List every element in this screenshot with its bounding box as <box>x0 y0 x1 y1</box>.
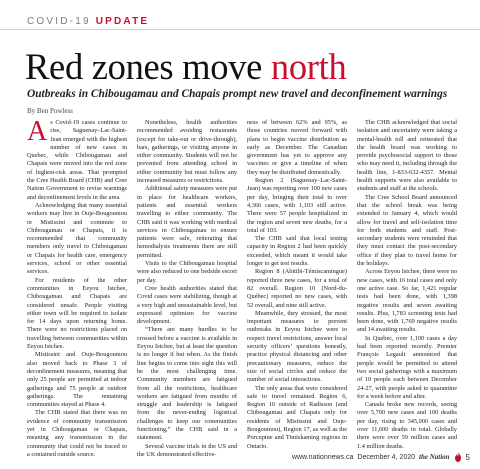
drop-cap: A <box>27 116 48 147</box>
section-kicker <box>27 16 149 27</box>
paragraph: Nonetheless, health authorities recommended avoiding restaurants (except for take-out or drive-through), bars, gatherings, or visiting anyone in either community. Students will not be prevented from attending school in either community but must follow any increased measures or restrictions. <box>137 119 237 185</box>
paragraph: Across Eeyou Istchee, there were no new cases, with 16 total cases and only one active case. So far, 1,421 regular tests had been done, with 1,398 negative results and seven awaiting results. Plus, 1,783 screening tests had been done, with 1,769 negative results and 14 awaiting results. <box>357 268 457 334</box>
paragraph: The CHB acknowledged that social isolation and uncertainty were taking a mental-health toll and reiterated that the health board was working to provide psychosocial support to those who may need it, including through the health line, 1-833-632-4357. Mental health supports were also available to students and staff at the schools. <box>357 119 457 193</box>
paragraph <box>27 116 127 202</box>
paragraph: Additional safety measures were put in place for healthcare workers, patients and essential workers travelling to either community. The CHB said it was working with medical services in Chibougamau to ensure patients were safe, reiterating that hemodialysis treatments there are still permitted. <box>137 185 237 259</box>
column-3 <box>247 119 348 450</box>
paragraph: Mistissini and Ouje-Bougoumou also moved back to Phase 3 of deconfinement measures, meaning that only 25 people are permitted at indoor gatherings and 75 people at outdoor gatherings. The remaining communities stayed at Phase 4. <box>27 351 127 409</box>
paragraph: Meanwhile, they stressed, the most important measures to prevent outbreaks in Eeyou Istchee were to respect travel restrictions, answer local security officers’ questions honestly, practice physical distancing and other precautionary measures, reduce the size of social circles and reduce the number of social interactions. <box>247 309 347 384</box>
paragraph: Acknowledging that many essential workers may live in Ouje-Bougoumou or Mistissini and commute to Chibougamau or Chapais, it is recommended that community members only travel to Chibougamau or Chapais for health care, emergency services, school or other essential services. <box>27 201 127 276</box>
paragraph: The CHB stated that there was no evidence of community transmission yet in Chibougamau or Chapais, meaning any transmission in the community that could not be traced to a contained outside source. <box>27 409 127 458</box>
paragraph: Visits to the Chibougamau hospital were also reduced to one bedside escort per day. <box>137 260 238 284</box>
paragraph: In Quebec, over 1,100 cases a day had been reported recently. Premier François Legault announced that people would be permitted to attend two social gatherings with a maximum of 10 people each between December 24-27, with people asked to quarantine for a week before and after. <box>357 334 457 400</box>
page-footer <box>292 452 470 462</box>
paragraph: The Cree School Board announced that the school break was being extended to January 4, which would allow for travel and self-isolation time for both students and staff. Post-secondary students were reminded that they must contact the post-secondary office if they plan to travel home for the holidays. <box>357 193 457 268</box>
section-label: COVID-19 <box>27 16 91 27</box>
paragraph-text: s Covid-19 cases continue to rise, Saguenay–Lac-Saint-Jean emerged with the highest number of new cases in Quebec, while Chibougamau and Chapais were moved into the red zone of highest-risk areas. That prompted the Cree Health Board (CHB) and Cree Nation Government to revise warnings and deconfinement levels in the area. <box>27 119 127 201</box>
column-1 <box>27 116 127 458</box>
headline-main: Red zones move <box>25 46 271 87</box>
paragraph: Region 8 (Abitibi-Témiscamingue) reported three new cases, for a total of 82 overall. Region 10 (Nord-du-Québec) reported no new cases, with 52 overall, and nine still active. <box>247 268 347 309</box>
publication-brand: the Nation <box>419 453 450 461</box>
paragraph: “There are many hurdles to be crossed before a vaccine is available in Eeyou Istchee, but at least the question is no longer if but when. As the finish line begins to come into sight this will be the most challenging time. Community members are fatigued from all the restrictions, healthcare workers are fatigued from months of struggle and leadership is fatigued from the never-ending logistical challenges to keep our communities functioning,” the CHB said in a statement. <box>137 326 237 442</box>
paragraph: The only areas that were considered safe to travel remained Region 6, Region 10 outside of Radisson (and Chibougamau and Chapais only for residents of Mistissini and Ouje-Bougoumou), Region 17, as well as the Porcupine and Timiskaming regions in Ontario. <box>247 384 347 450</box>
column-2 <box>137 119 238 458</box>
paragraph: Cree health authorities stated that Covid cases were stabilizing, though at a very high and unsustainable level, but expressed optimism for vaccine development. <box>137 284 237 326</box>
flame-icon <box>454 452 462 462</box>
paragraph: For residents of the other communities in Eeyou Istchee, Chibougamau and Chapais are considered unsafe. People visiting either town will be required to isolate for 14 days upon returning home. There were no restrictions placed on travelling between communities within Eeyou Istchee. <box>27 276 127 351</box>
section-header <box>27 11 467 25</box>
paragraph: ness of between 62% and 95%, as those countries moved forward with plans to begin vaccine distribution as early as December. The Canadian government has yet to approve any vaccines or give a timeline of when they may be distributed domestically. <box>247 119 347 176</box>
paragraph: Canada broke new records, seeing over 5,700 new cases and 100 deaths per day, rising to 345,000 cases and over 11,600 deaths in total. Globally there were over 59 million cases and 1.4 million deaths. <box>357 401 457 450</box>
header-rule <box>0 29 480 30</box>
website-link[interactable]: www.nationnews.ca <box>291 453 354 461</box>
byline: By Ben Powless <box>27 107 73 115</box>
column-4 <box>357 119 457 450</box>
paragraph: Several vaccine trials in the US and the UK demonstrated effective- <box>137 442 237 458</box>
page-number: 5 <box>465 452 470 462</box>
headline-accent: north <box>270 46 347 87</box>
headline <box>25 47 465 87</box>
paragraph: The CHB said that local testing capacity in Region 2 had been quickly exceeded, which meant it would take longer to get test results. <box>247 235 347 268</box>
paragraph: Region 2 (Saguenay–Lac-Saint-Jean) was reporting over 100 new cases per day, bringing their total to over 4,366 cases, with 1,103 still active. There were 57 people hospitalized in the region and seven new deaths, for a total of 103. <box>247 177 348 234</box>
subheadline: Outbreaks in Chibougamau and Chapais prompt new travel and deconfinement warnings <box>27 88 448 100</box>
footer-date: December 4, 2020 <box>357 453 415 461</box>
section-highlight: UPDATE <box>95 16 150 27</box>
